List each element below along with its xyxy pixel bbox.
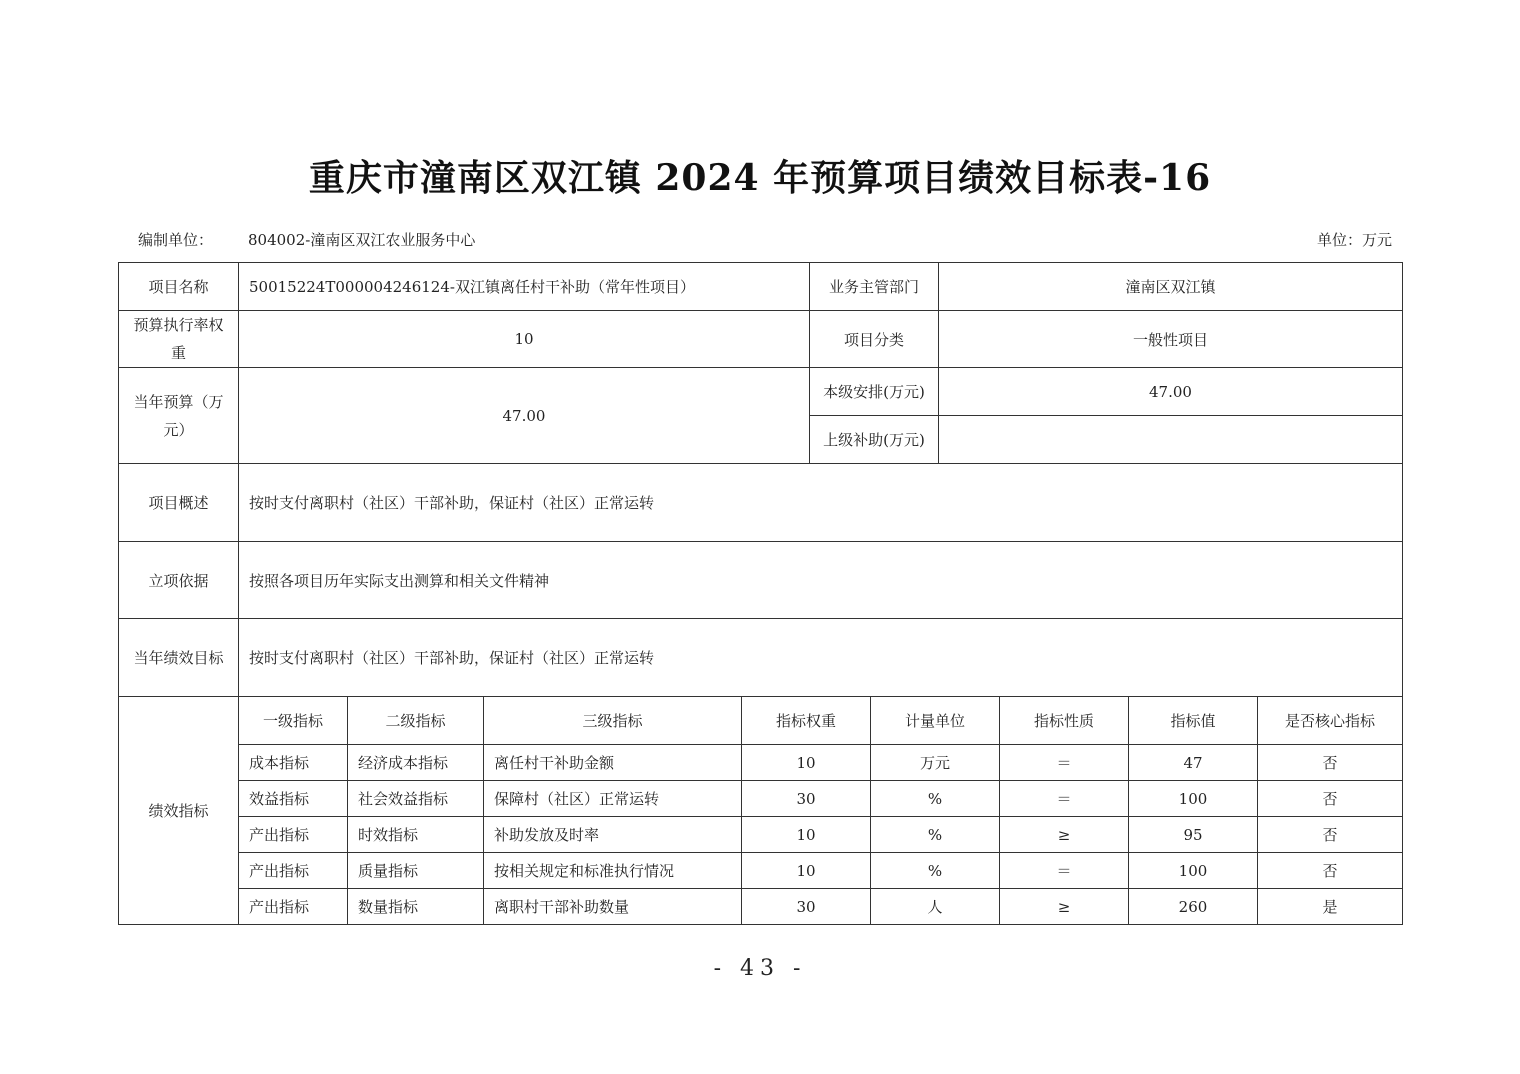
nature-cell: ＝ [1000, 745, 1129, 781]
header-cell: 指标性质 [1000, 697, 1129, 745]
compiling-unit-value: 804002-潼南区双江农业服务中心 [248, 231, 476, 249]
level1-cell: 成本指标 [239, 745, 348, 781]
header-cell: 计量单位 [871, 697, 1000, 745]
project-info-table [118, 262, 1403, 697]
header-cell: 一级指标 [239, 697, 348, 745]
budget-label: 当年预算（万元） [119, 368, 239, 464]
header-cell: 指标权重 [742, 697, 871, 745]
unit-cell: % [871, 817, 1000, 853]
level1-cell: 产出指标 [239, 889, 348, 925]
indicators-table [118, 696, 1403, 925]
table-row [119, 889, 1403, 925]
table-row [119, 853, 1403, 889]
level3-cell: 保障村（社区）正常运转 [484, 781, 742, 817]
level2-cell: 社会效益指标 [348, 781, 484, 817]
level3-cell: 离任村干补助金额 [484, 745, 742, 781]
level3-cell: 离职村干部补助数量 [484, 889, 742, 925]
upper-value [939, 416, 1403, 464]
basis-value: 按照各项目历年实际支出测算和相关文件精神 [239, 542, 1403, 619]
core-cell: 是 [1258, 889, 1403, 925]
goal-value: 按时支付离职村（社区）干部补助，保证村（社区）正常运转 [239, 619, 1403, 697]
value-cell: 100 [1129, 781, 1258, 817]
unit-cell: % [871, 781, 1000, 817]
budget-value: 47.00 [239, 368, 810, 464]
nature-cell: ≥ [1000, 817, 1129, 853]
page-number: - 43 - [713, 956, 807, 981]
level2-cell: 时效指标 [348, 817, 484, 853]
value-cell: 100 [1129, 853, 1258, 889]
table-row [119, 817, 1403, 853]
level2-cell: 经济成本指标 [348, 745, 484, 781]
value-cell: 95 [1129, 817, 1258, 853]
nature-cell: ＝ [1000, 781, 1129, 817]
category-value: 一般性项目 [939, 311, 1403, 368]
unit-cell: 人 [871, 889, 1000, 925]
level1-cell: 产出指标 [239, 853, 348, 889]
basis-label: 立项依据 [119, 542, 239, 619]
level1-cell: 效益指标 [239, 781, 348, 817]
value-cell: 260 [1129, 889, 1258, 925]
level3-cell: 按相关规定和标准执行情况 [484, 853, 742, 889]
header-cell: 指标值 [1129, 697, 1258, 745]
header-cell: 二级指标 [348, 697, 484, 745]
core-cell: 否 [1258, 817, 1403, 853]
upper-label: 上级补助(万元) [810, 416, 939, 464]
level2-cell: 质量指标 [348, 853, 484, 889]
page-title: 重庆市潼南区双江镇 2024 年预算项目绩效目标表-16 [308, 157, 1212, 199]
overview-value: 按时支付离职村（社区）干部补助，保证村（社区）正常运转 [239, 464, 1403, 542]
nature-cell: ＝ [1000, 853, 1129, 889]
goal-label: 当年绩效目标 [119, 619, 239, 697]
level2-cell: 数量指标 [348, 889, 484, 925]
local-label: 本级安排(万元) [810, 368, 939, 416]
level1-cell: 产出指标 [239, 817, 348, 853]
compiling-unit [138, 229, 475, 250]
project-name-value: 50015224T000004246124-双江镇离任村干补助（常年性项目） [239, 263, 810, 311]
unit-cell: % [871, 853, 1000, 889]
value-cell: 47 [1129, 745, 1258, 781]
indicators-section-label: 绩效指标 [119, 697, 239, 925]
header-cell: 三级指标 [484, 697, 742, 745]
weight-cell: 30 [742, 889, 871, 925]
exec-weight-value: 10 [239, 311, 810, 368]
core-cell: 否 [1258, 745, 1403, 781]
weight-cell: 10 [742, 745, 871, 781]
table-row [119, 781, 1403, 817]
core-cell: 否 [1258, 781, 1403, 817]
weight-cell: 30 [742, 781, 871, 817]
weight-cell: 10 [742, 853, 871, 889]
table-row [119, 745, 1403, 781]
compiling-unit-label: 编制单位： [138, 231, 214, 249]
header-cell: 是否核心指标 [1258, 697, 1403, 745]
weight-cell: 10 [742, 817, 871, 853]
nature-cell: ≥ [1000, 889, 1129, 925]
dept-label: 业务主管部门 [810, 263, 939, 311]
unit-cell: 万元 [871, 745, 1000, 781]
overview-label: 项目概述 [119, 464, 239, 542]
currency-unit: 单位：万元 [1316, 231, 1392, 249]
category-label: 项目分类 [810, 311, 939, 368]
local-value: 47.00 [939, 368, 1403, 416]
core-cell: 否 [1258, 853, 1403, 889]
dept-value: 潼南区双江镇 [939, 263, 1403, 311]
exec-weight-label: 预算执行率权重 [119, 311, 239, 368]
project-name-label: 项目名称 [119, 263, 239, 311]
level3-cell: 补助发放及时率 [484, 817, 742, 853]
